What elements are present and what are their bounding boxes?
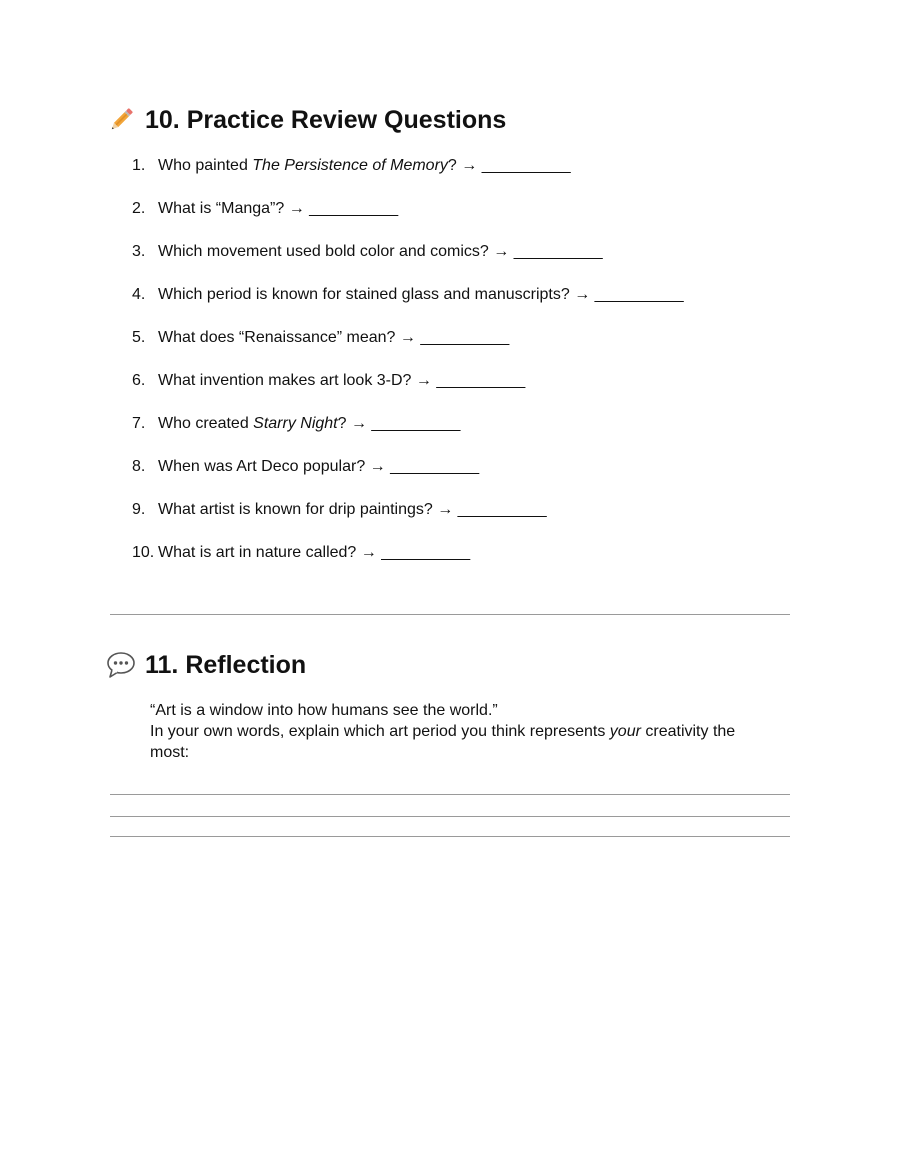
question-item — [132, 542, 684, 585]
question-item — [132, 284, 684, 327]
section-heading-reflection — [106, 650, 306, 680]
question-text — [158, 456, 479, 499]
question-number: 1. — [132, 157, 146, 174]
question-text — [158, 327, 509, 370]
question-title-emphasis: Starry Night — [253, 415, 338, 432]
speech-bubble-icon — [106, 650, 136, 680]
question-number: 2. — [132, 200, 146, 217]
question-text-start: What is “Manga”? → __________ — [158, 200, 399, 217]
reflection-prompt — [150, 700, 760, 763]
question-text — [158, 155, 571, 198]
section-title: 11. Reflection — [145, 651, 307, 679]
question-item — [132, 241, 684, 284]
question-text — [158, 413, 460, 456]
question-text-start: Who painted — [158, 157, 253, 174]
question-item — [132, 155, 684, 198]
answer-line[interactable] — [110, 794, 790, 795]
reflection-instruction — [150, 721, 760, 763]
question-number: 3. — [132, 243, 146, 260]
question-number: 9. — [132, 501, 146, 518]
question-number: 4. — [132, 286, 146, 303]
question-item — [132, 370, 684, 413]
question-item — [132, 499, 684, 542]
question-item — [132, 413, 684, 456]
section-divider — [110, 614, 790, 615]
question-text — [158, 542, 470, 585]
question-number: 5. — [132, 329, 146, 346]
question-text — [158, 284, 684, 327]
question-text-start: What does “Renaissance” mean? → __________ — [158, 329, 510, 346]
question-text-start: Which movement used bold color and comics? → __________ — [158, 243, 603, 260]
reflection-quote: “Art is a window into how humans see the world.” — [150, 702, 498, 719]
instruction-emphasis: your — [609, 723, 641, 740]
instruction-text-end: creativity the most: — [150, 723, 736, 761]
question-list — [132, 155, 684, 585]
question-text — [158, 198, 398, 241]
section-title: 10. Practice Review Questions — [145, 106, 507, 134]
question-text-start: What invention makes art look 3-D? → __________ — [158, 372, 526, 389]
question-text-start: What artist is known for drip paintings? → __________ — [158, 501, 547, 518]
answer-line[interactable] — [110, 816, 790, 817]
question-item — [132, 327, 684, 370]
answer-line[interactable] — [110, 836, 790, 837]
instruction-text: In your own words, explain which art period you think represents — [150, 723, 610, 740]
question-text — [158, 370, 525, 413]
question-title-emphasis: The Persistence of Memory — [252, 157, 448, 174]
question-text — [158, 241, 603, 284]
question-text-start: What is art in nature called? → __________ — [158, 544, 471, 561]
question-text-start: Who created — [158, 415, 254, 432]
question-text — [158, 499, 547, 542]
question-item — [132, 456, 684, 499]
question-number: 6. — [132, 372, 146, 389]
section-heading-practice — [106, 105, 506, 135]
question-text-start: Which period is known for stained glass and manuscripts? → __________ — [158, 286, 684, 303]
question-number: 8. — [132, 458, 146, 475]
question-text-start: When was Art Deco popular? → __________ — [158, 458, 480, 475]
question-number: 7. — [132, 415, 146, 432]
question-text-end: ? → __________ — [337, 415, 461, 432]
pencil-icon — [106, 105, 136, 135]
question-item — [132, 198, 684, 241]
question-number: 10. — [132, 544, 155, 561]
question-text-end: ? → __________ — [447, 157, 571, 174]
